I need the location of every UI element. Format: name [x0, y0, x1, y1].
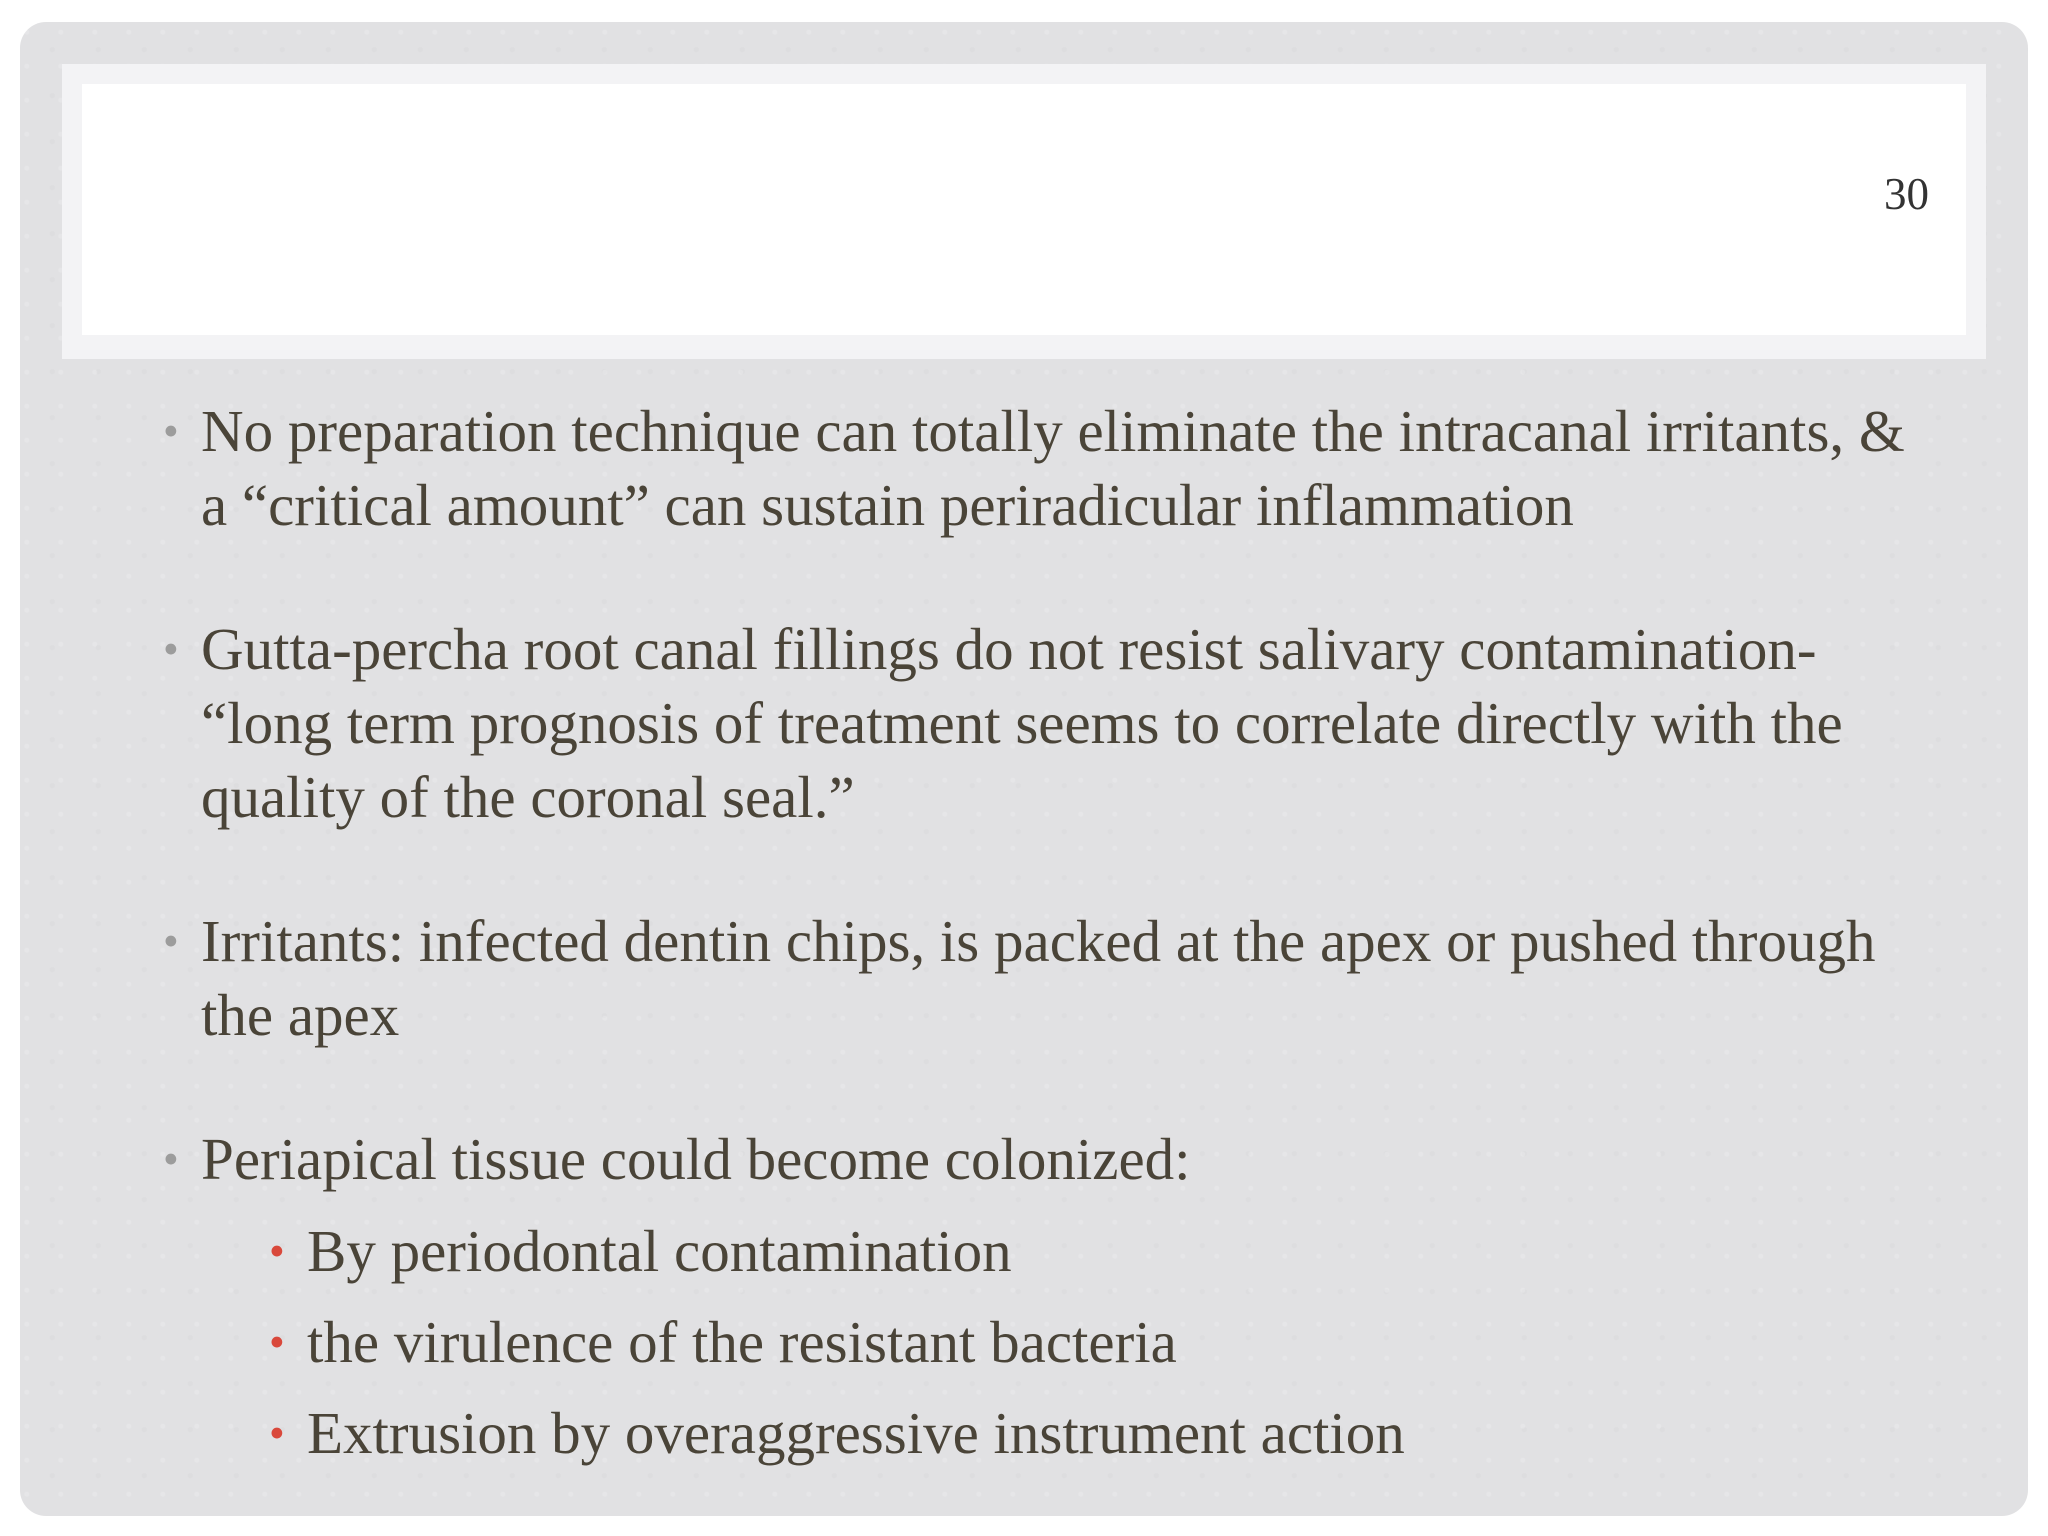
sub-bullet-text-2: the virulence of the resistant bacteria: [307, 1309, 1177, 1375]
bullet-item-1: [145, 394, 1945, 542]
bullet-text-2: Gutta-percha root canal fillings do not resist salivary contamination- “long term prognosis of treatment seems to correlate directly with the quality of the coronal seal.”: [201, 616, 1843, 830]
bullet-text-4: Periapical tissue could become colonized:: [201, 1126, 1191, 1192]
presentation-slide: [20, 22, 2028, 1516]
sub-bullet-list: [201, 1206, 1945, 1479]
sub-bullet-item-1: [201, 1206, 1945, 1297]
bullet-text-1: No preparation technique can totally eliminate the intracanal irritants, & a “critical amount” can sustain periradicular inflammation: [201, 398, 1905, 538]
bullet-item-3: [145, 904, 1945, 1052]
bullet-item-2: [145, 612, 1945, 834]
bullet-icon: •: [163, 406, 179, 456]
bullet-icon: •: [163, 624, 179, 674]
sub-bullet-item-2: [201, 1297, 1945, 1388]
slide-content: [145, 394, 1945, 1479]
bullet-icon: •: [269, 1408, 285, 1458]
sub-bullet-text-1: By periodontal contamination: [307, 1218, 1012, 1284]
bullet-text-3: Irritants: infected dentin chips, is packed at the apex or pushed through the apex: [201, 908, 1876, 1048]
slide-number: 30: [1884, 169, 1929, 219]
title-panel: [82, 84, 1966, 335]
title-frame: [62, 64, 1986, 359]
sub-bullet-text-3: Extrusion by overaggressive instrument action: [307, 1400, 1405, 1466]
bullet-item-4: [145, 1122, 1945, 1479]
bullet-icon: •: [269, 1226, 285, 1276]
bullet-icon: •: [163, 916, 179, 966]
bullet-icon: •: [269, 1317, 285, 1367]
bullet-icon: •: [163, 1134, 179, 1184]
sub-bullet-item-3: [201, 1388, 1945, 1479]
